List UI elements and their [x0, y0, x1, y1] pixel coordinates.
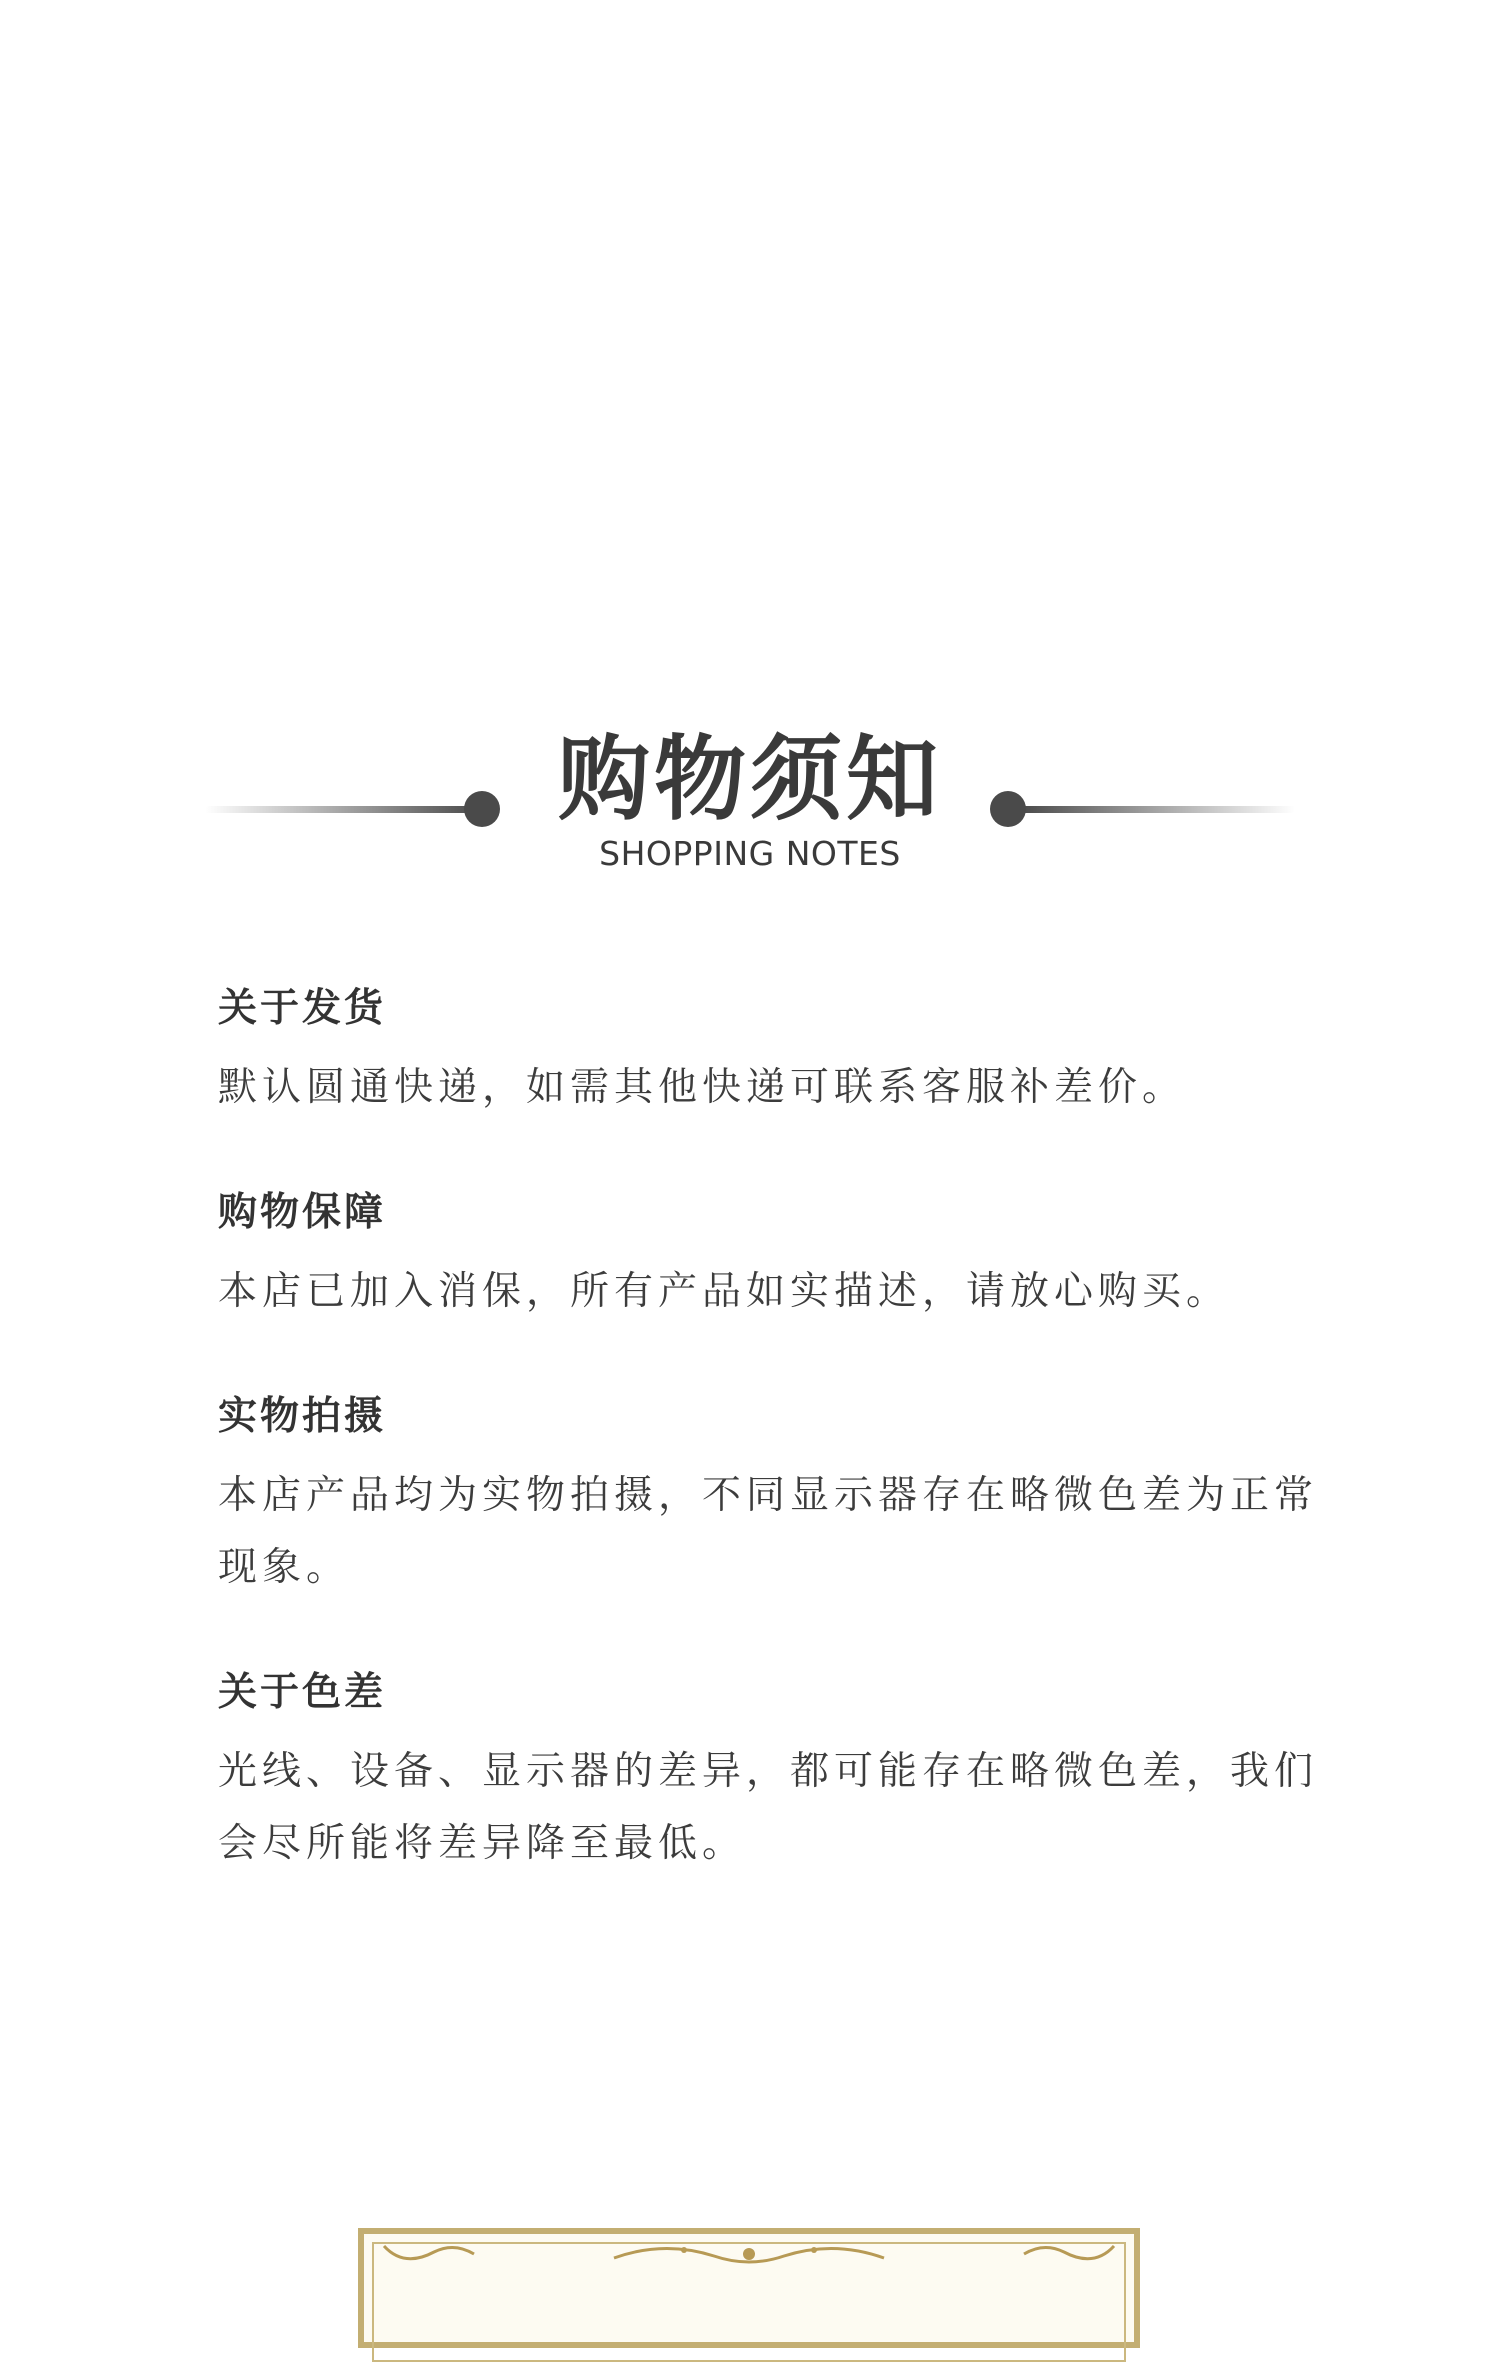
note-heading: 关于色差: [218, 1670, 387, 1715]
note-color-difference: [218, 1664, 1318, 1880]
note-body: 本店产品均为实物拍摄，不同显示器存在略微色差为正常现象。: [218, 1473, 1319, 1590]
note-body: 光线、设备、显示器的差异，都可能存在略微色差，我们会尽所能将差异降至最低。: [218, 1749, 1319, 1866]
certificate-frame: [358, 2228, 1140, 2348]
right-divider-line: [1020, 806, 1295, 813]
section-header: [0, 720, 1500, 890]
section-subtitle: SHOPPING NOTES: [599, 834, 901, 873]
note-shipping: [218, 980, 1318, 1124]
note-body: 默认圆通快递，如需其他快递可联系客服补差价。: [218, 1065, 1187, 1110]
note-body: 本店已加入消保，所有产品如实描述，请放心购买。: [218, 1269, 1231, 1314]
section-title: 购物须知: [557, 726, 942, 833]
note-heading: 购物保障: [218, 1190, 387, 1235]
note-heading: 实物拍摄: [218, 1394, 387, 1439]
ornament-icon: [364, 2238, 1134, 2278]
note-real-photos: [218, 1388, 1318, 1604]
note-guarantee: [218, 1184, 1318, 1328]
notes-list: [218, 980, 1318, 1940]
note-heading: 关于发货: [218, 986, 387, 1031]
